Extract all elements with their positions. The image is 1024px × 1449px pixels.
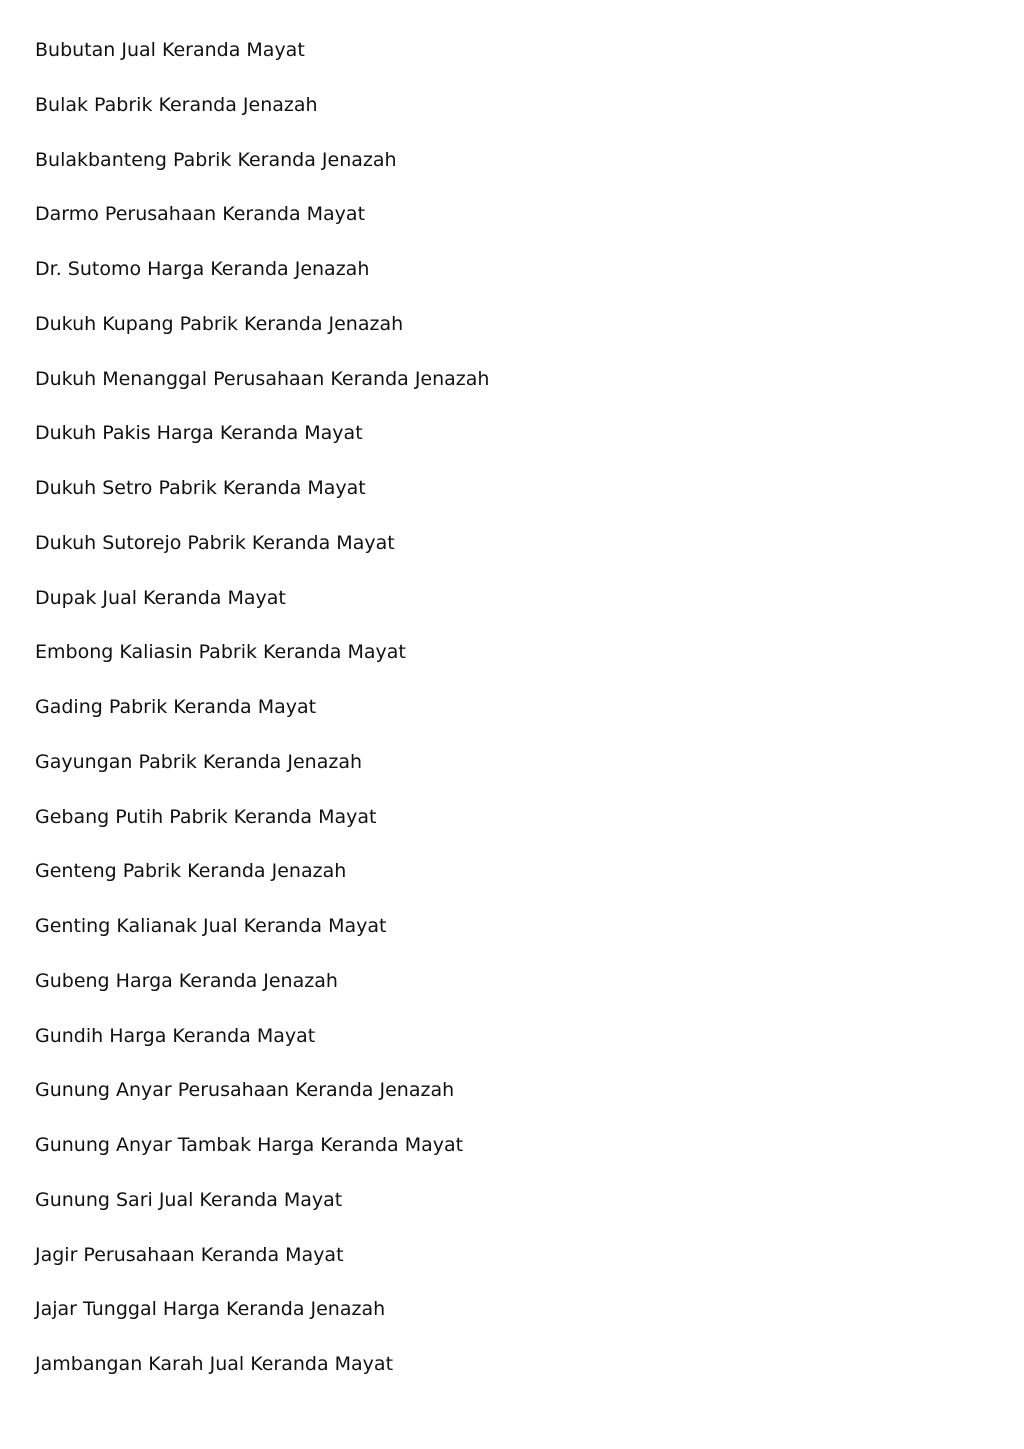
list-item: Bulakbanteng Pabrik Keranda Jenazah [35, 148, 397, 171]
list-item: Embong Kaliasin Pabrik Keranda Mayat [35, 641, 406, 664]
list-item: Dupak Jual Keranda Mayat [35, 586, 286, 609]
list-item: Bulak Pabrik Keranda Jenazah [35, 93, 318, 116]
list-item: Dukuh Menanggal Perusahaan Keranda Jenazah [35, 367, 490, 390]
location-list [35, 36, 489, 1405]
list-item: Dukuh Sutorejo Pabrik Keranda Mayat [35, 531, 395, 554]
list-item: Gunung Anyar Perusahaan Keranda Jenazah [35, 1079, 455, 1102]
list-item: Dr. Sutomo Harga Keranda Jenazah [35, 258, 370, 280]
list-item: Dukuh Pakis Harga Keranda Mayat [35, 422, 363, 445]
list-item: Gundih Harga Keranda Mayat [35, 1024, 316, 1047]
list-item: Genteng Pabrik Keranda Jenazah [35, 860, 347, 883]
list-item: Gubeng Harga Keranda Jenazah [35, 969, 338, 992]
list-item: Gunung Sari Jual Keranda Mayat [35, 1188, 343, 1211]
list-item: Gayungan Pabrik Keranda Jenazah [35, 750, 362, 773]
list-item: Bubutan Jual Keranda Mayat [35, 39, 305, 61]
list-item: Gading Pabrik Keranda Mayat [35, 696, 317, 718]
list-item: Genting Kalianak Jual Keranda Mayat [35, 915, 387, 937]
list-item: Gunung Anyar Tambak Harga Keranda Mayat [35, 1134, 464, 1156]
list-item: Jagir Perusahaan Keranda Mayat [35, 1243, 344, 1266]
list-item: Dukuh Setro Pabrik Keranda Mayat [35, 477, 366, 499]
list-item: Darmo Perusahaan Keranda Mayat [35, 203, 366, 226]
list-item: Jambangan Karah Jual Keranda Mayat [35, 1353, 394, 1375]
list-item: Dukuh Kupang Pabrik Keranda Jenazah [35, 312, 404, 335]
list-item: Jajar Tunggal Harga Keranda Jenazah [35, 1298, 386, 1321]
list-item: Gebang Putih Pabrik Keranda Mayat [35, 805, 377, 828]
